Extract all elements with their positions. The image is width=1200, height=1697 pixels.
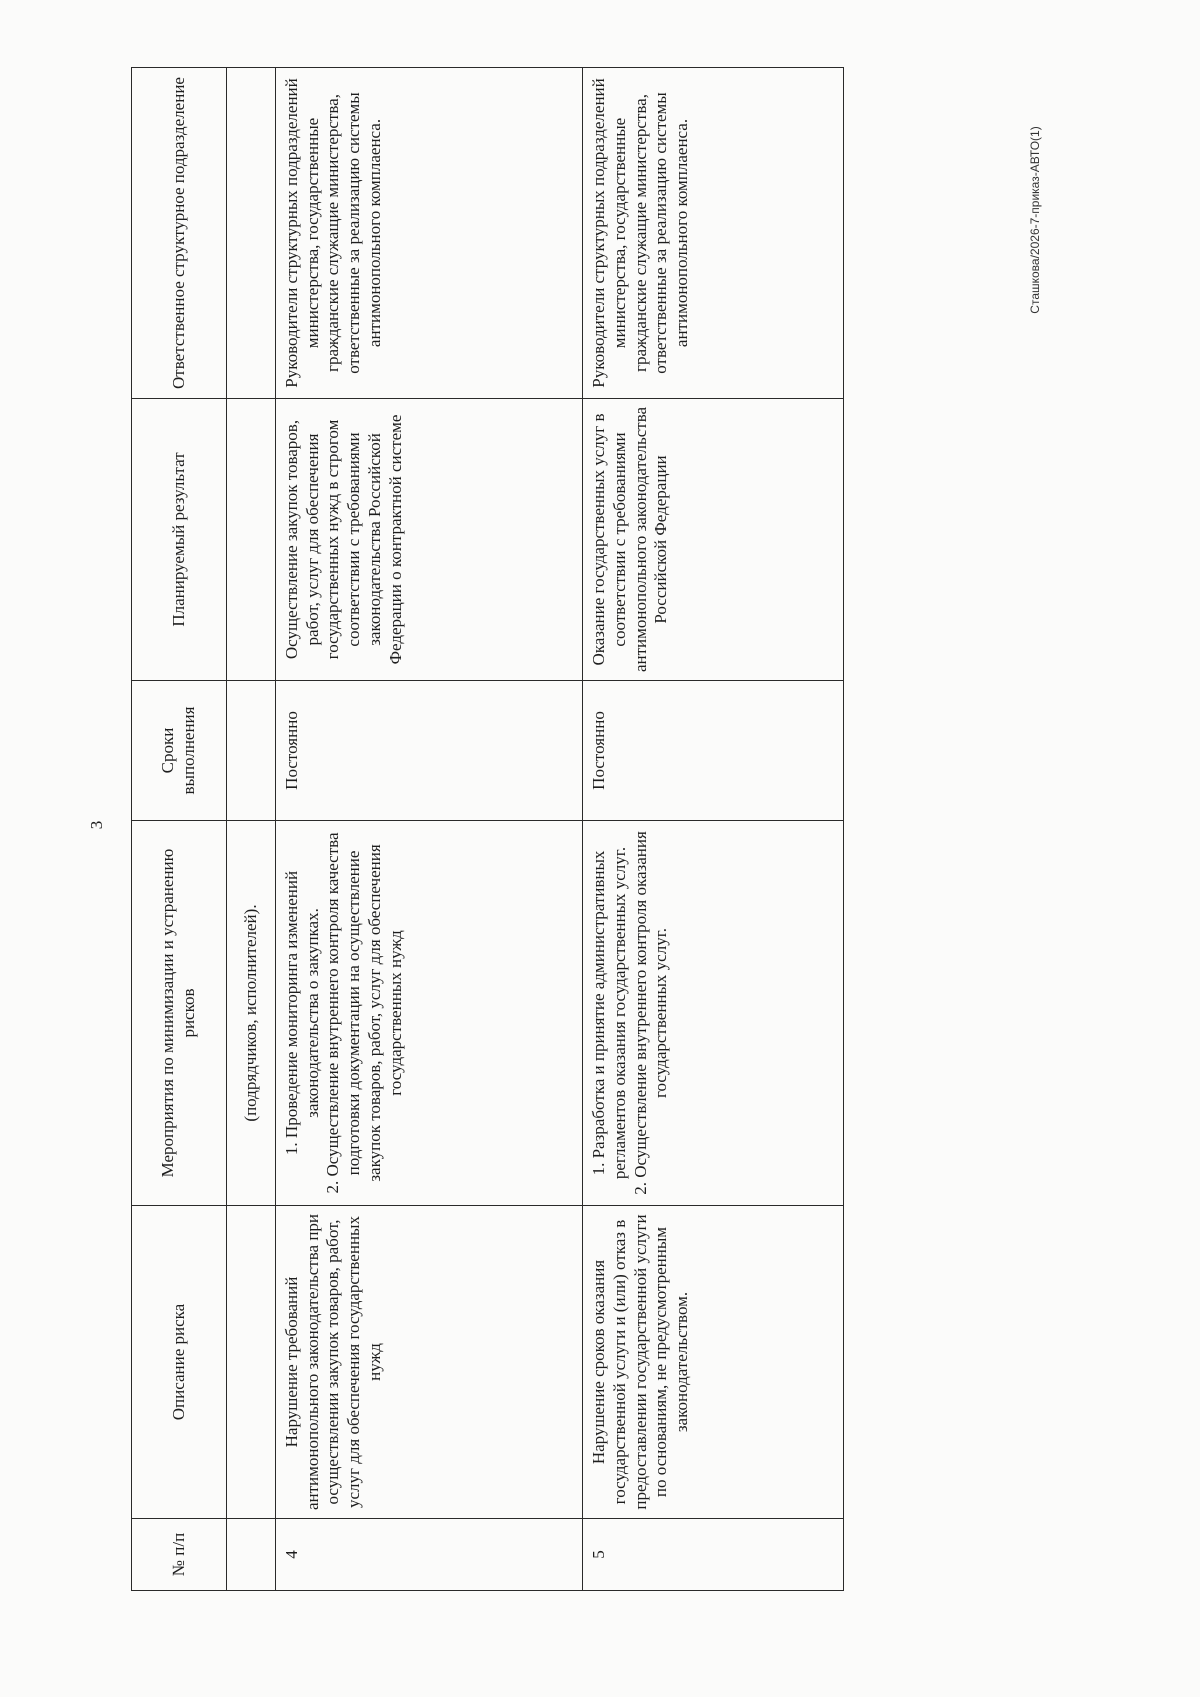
header-responsible: Ответственное структурное подразделение — [132, 68, 227, 399]
cell-empty — [227, 681, 276, 821]
terms-cell: Постоянно — [276, 681, 583, 821]
header-terms: Сроки выполнения — [132, 681, 227, 821]
page-number: 3 — [87, 820, 106, 830]
result-cell: Оказание государственных услуг в соответствии с требованиями антимонопольного законодательства Российской Федерации — [583, 399, 844, 681]
terms-cell: Постоянно — [583, 681, 844, 821]
table-header-row — [132, 68, 227, 1591]
header-risk: Описание риска — [132, 1206, 227, 1519]
table-row — [276, 68, 583, 1591]
row-num: 4 — [276, 1519, 583, 1591]
continuation-row — [227, 68, 276, 1591]
header-result: Планируемый результат — [132, 399, 227, 681]
risk-description: Нарушение сроков оказания государственной услуги и (или) отказ в предоставлении государственной услуги по основаниям, не предусмотренным законодательством. — [583, 1206, 844, 1519]
table-row — [583, 68, 844, 1591]
measure-item: 1. Проведение мониторинга изменений законодательства о закупках. — [282, 870, 322, 1156]
document-stamp — [1020, 95, 1050, 345]
header-num: № п/п — [132, 1519, 227, 1591]
cell-empty — [227, 1206, 276, 1519]
responsible-cell: Руководители структурных подразделений министерства, государственные гражданские служащие министерства, ответственные за реализацию системы антимонопольного комплаенса. — [276, 68, 583, 399]
result-cell: Осуществление закупок товаров, работ, услуг для обеспечения государственных нужд в строгом соответствии с требованиями законодательства Российской Федерации о контрактной системе — [276, 399, 583, 681]
cell-empty — [227, 1519, 276, 1591]
header-measures: Мероприятия по минимизации и устранению рисков — [132, 821, 227, 1206]
row-num: 5 — [583, 1519, 844, 1591]
measure-item: 2. Осуществление внутреннего контроля качества подготовки документации на осуществление закупок товаров, работ, услуг для обеспечения государственных нужд — [323, 832, 405, 1194]
measures-cell — [583, 821, 844, 1206]
risk-table-container — [131, 68, 844, 1591]
measure-item: 2. Осуществление внутреннего контроля оказания государственных услуг. — [630, 831, 671, 1195]
measure-item: 1. Разработка и принятие административных регламентов оказания государственных услуг. — [589, 846, 629, 1180]
risk-description: Нарушение требований антимонопольного законодательства при осуществлении закупок товаров, работ, услуг для обеспечения государственных нужд — [276, 1206, 583, 1519]
responsible-cell: Руководители структурных подразделений министерства, государственные гражданские служащие министерства, ответственные за реализацию системы антимонопольного комплаенса. — [583, 68, 844, 399]
continuation-text: (подрядчиков, исполнителей). — [227, 821, 276, 1206]
cell-empty — [227, 399, 276, 681]
document-stamp-text: Сташкова/2026-7-приказ-АВТО(1) — [1028, 126, 1042, 314]
cell-empty — [227, 68, 276, 399]
risk-table — [131, 67, 844, 1591]
measures-cell — [276, 821, 583, 1206]
